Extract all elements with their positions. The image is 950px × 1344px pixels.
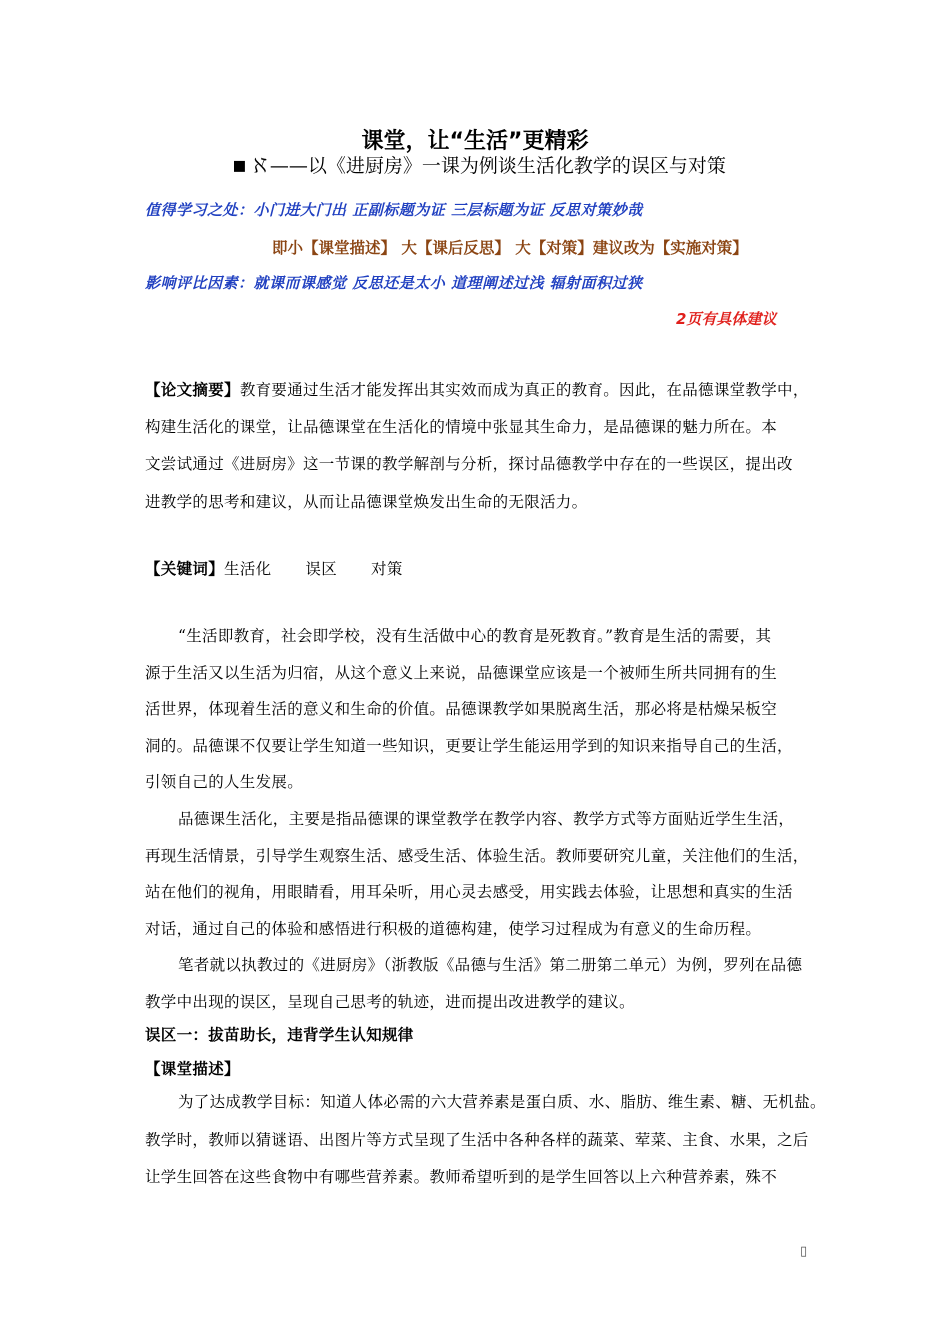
section-subheading: 【课堂描述】 xyxy=(145,1060,240,1078)
paragraph-line: 教学中出现的误区，呈现自己思考的轨迹，进而提出改进教学的建议。 xyxy=(145,993,635,1011)
keyword: 误区 xyxy=(305,560,338,578)
bullet-icon: ▪ xyxy=(232,152,247,178)
keyword: 生活化 xyxy=(224,560,272,578)
paragraph-line: 品德课生活化，主要是指品德课的课堂教学在教学内容、教学方式等方面贴近学生生活， xyxy=(178,810,795,828)
paragraph-line: 站在他们的视角，用眼睛看，用耳朵听，用心灵去感受，用实践去体验，让思想和真实的生活 xyxy=(145,883,793,901)
paragraph-line: 再现生活情景，引导学生观察生活、感受生活、体验生活。教师要研究儿童，关注他们的生活， xyxy=(145,847,809,865)
review-strengths: 值得学习之处：小门进大门出 正副标题为证 三层标题为证 反思对策妙哉 xyxy=(145,201,643,219)
keyword: 对策 xyxy=(371,560,403,578)
subtitle-text: ℵ——以《进厨房》一课为例谈生活化教学的误区与对策 xyxy=(250,155,726,177)
review-suggestion: 即小【课堂描述】 大【课后反思】 大【对策】建议改为【实施对策】 xyxy=(272,239,748,257)
page-title: 课堂，让“生活”更精彩 xyxy=(361,129,589,154)
keywords-line xyxy=(145,557,403,579)
paragraph-line: 洞的。品德课不仅要让学生知道一些知识，更要让学生能运用学到的知识来指导自己的生活， xyxy=(145,737,793,755)
subtitle xyxy=(232,151,726,178)
paragraph-line: 活世界，体现着生活的意义和生命的价值。品德课教学如果脱离生活，那必将是枯燥呆板空 xyxy=(145,700,778,718)
paragraph-line: 笔者就以执教过的《进厨房》（浙教版《品德与生活》第二册第二单元）为例，罗列在品德 xyxy=(178,956,803,974)
section-heading: 误区一：拔苗助长，违背学生认知规律 xyxy=(145,1026,414,1044)
paragraph-line: 对话，通过自己的体验和感悟进行积极的道德构建，使学习过程成为有意义的生命历程。 xyxy=(145,920,762,938)
abstract-line: 文尝试通过《进厨房》这一节课的教学解剖与分析，探讨品德教学中存在的一些误区，提出改 xyxy=(145,455,793,473)
abstract-label: 【论文摘要】 xyxy=(145,381,240,399)
abstract-line: 进教学的思考和建议，从而让品德课堂焕发出生命的无限活力。 xyxy=(145,493,588,511)
review-weaknesses: 影响评比因素：就课而课感觉 反思还是太小 道理阐述过浅 辐射面积过狭 xyxy=(145,274,643,292)
review-note: 2页有具体建议 xyxy=(676,310,777,328)
paragraph-line: 为了达成教学目标：知道人体必需的六大营养素是蛋白质、水、脂肪、维生素、糖、无机盐。 xyxy=(178,1093,826,1111)
abstract-line: 构建生活化的课堂，让品德课堂在生活化的情境中张显其生命力，是品德课的魅力所在。本 xyxy=(145,418,778,436)
page-number: ▯ xyxy=(800,1244,808,1259)
paragraph-line: 源于生活又以生活为归宿，从这个意义上来说，品德课堂应该是一个被师生所共同拥有的生 xyxy=(145,664,778,682)
paragraph-line: “生活即教育，社会即学校，没有生活做中心的教育是死教育。”教育是生活的需要，其 xyxy=(178,627,772,645)
paragraph-line: 引领自己的人生发展。 xyxy=(145,773,304,791)
paragraph-line: 教学时，教师以猜谜语、出图片等方式呈现了生活中各种各样的蔬菜、荤菜、主食、水果，之后 xyxy=(145,1131,809,1149)
paragraph-line: 让学生回答在这些食物中有哪些营养素。教师希望听到的是学生回答以上六种营养素，殊不 xyxy=(145,1168,778,1186)
keywords-label: 【关键词】 xyxy=(145,560,225,578)
abstract-line: 【论文摘要】教育要通过生活才能发挥出其实效而成为真正的教育。因此，在品德课堂教学中， xyxy=(145,381,809,399)
